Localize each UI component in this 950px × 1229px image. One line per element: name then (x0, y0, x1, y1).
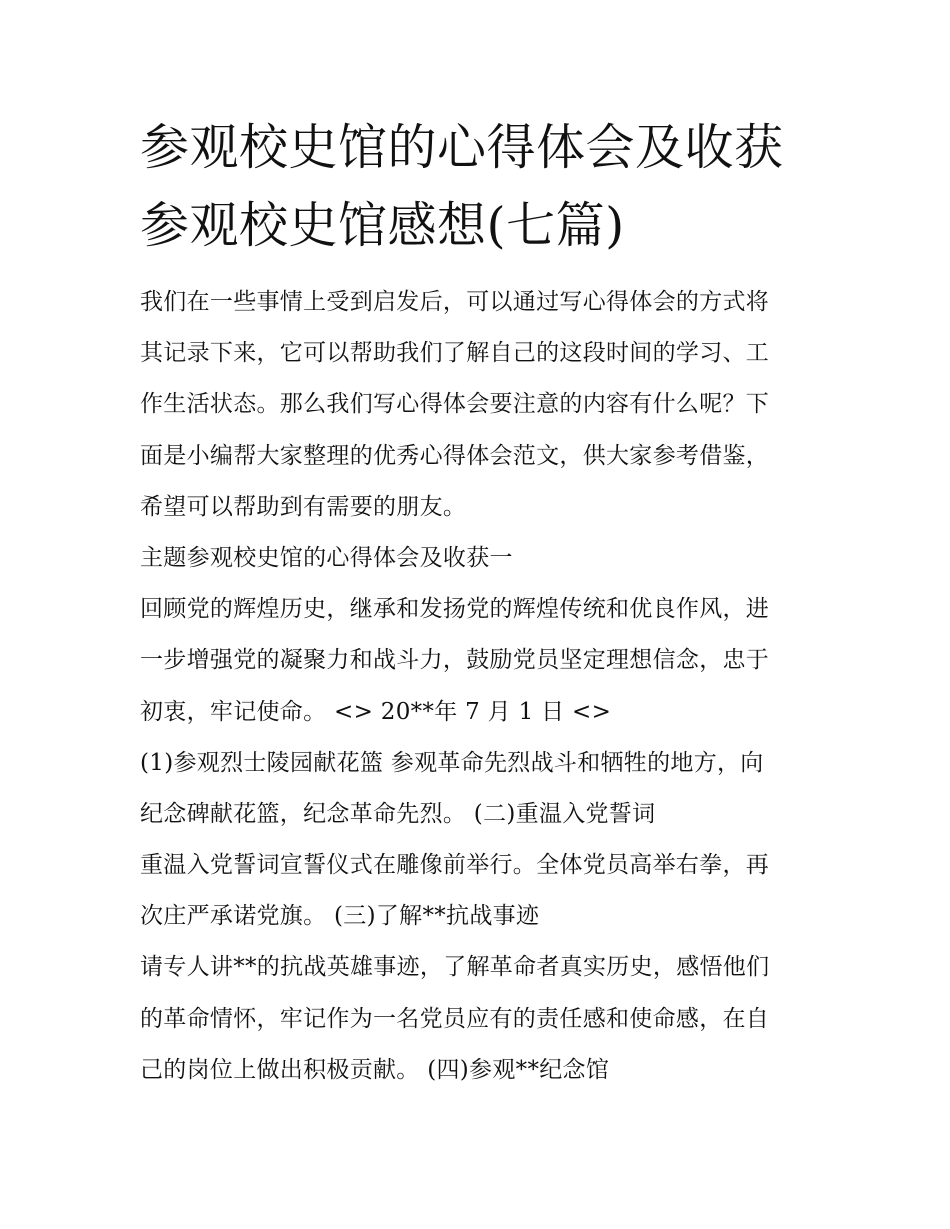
body-line: 其记录下来，它可以帮助我们了解自己的这段时间的学习、工 (140, 340, 770, 367)
body-line: 一步增强党的凝聚力和战斗力，鼓励党员坚定理想信念，忠于 (140, 647, 770, 674)
body-line: 重温入党誓词宣誓仪式在雕像前举行。全体党员高举右拳，再 (140, 852, 770, 879)
document-title-line-2: 参观校史馆感想(七篇) (140, 197, 625, 254)
body-line: 面是小编帮大家整理的优秀心得体会范文，供大家参考借鉴， (140, 442, 770, 469)
body-line: 作生活状态。那么我们写心得体会要注意的内容有什么呢？下 (140, 391, 770, 418)
body-line: 初衷，牢记使命。 <> 20**年 7 月 1 日 <> (140, 698, 612, 725)
body-line: 次庄严承诺党旗。 (三)了解**抗战事迹 (140, 903, 540, 930)
document-body (140, 277, 820, 1096)
body-line: 我们在一些事情上受到启发后，可以通过写心得体会的方式将 (140, 289, 770, 315)
body-line: 纪念碑献花篮，纪念革命先烈。 (二)重温入党誓词 (140, 800, 656, 827)
body-line: 请专人讲**的抗战英雄事迹，了解革命者真实历史，感悟他们 (140, 954, 770, 981)
body-line: 己的岗位上做出积极贡献。 (四)参观**纪念馆 (140, 1056, 610, 1083)
body-line: 希望可以帮助到有需要的朋友。 (140, 493, 467, 520)
section-heading: 主题参观校史馆的心得体会及收获一 (140, 544, 513, 571)
document-title-line-1: 参观校史馆的心得体会及收获 (140, 119, 784, 176)
body-line: 的革命情怀，牢记作为一名党员应有的责任感和使命感，在自 (140, 1005, 770, 1032)
body-line: 回顾党的辉煌历史，继承和发扬党的辉煌传统和优良作风，进 (140, 596, 770, 623)
body-line: (1)参观烈士陵园献花篮 参观革命先烈战斗和牺牲的地方，向 (140, 749, 764, 776)
